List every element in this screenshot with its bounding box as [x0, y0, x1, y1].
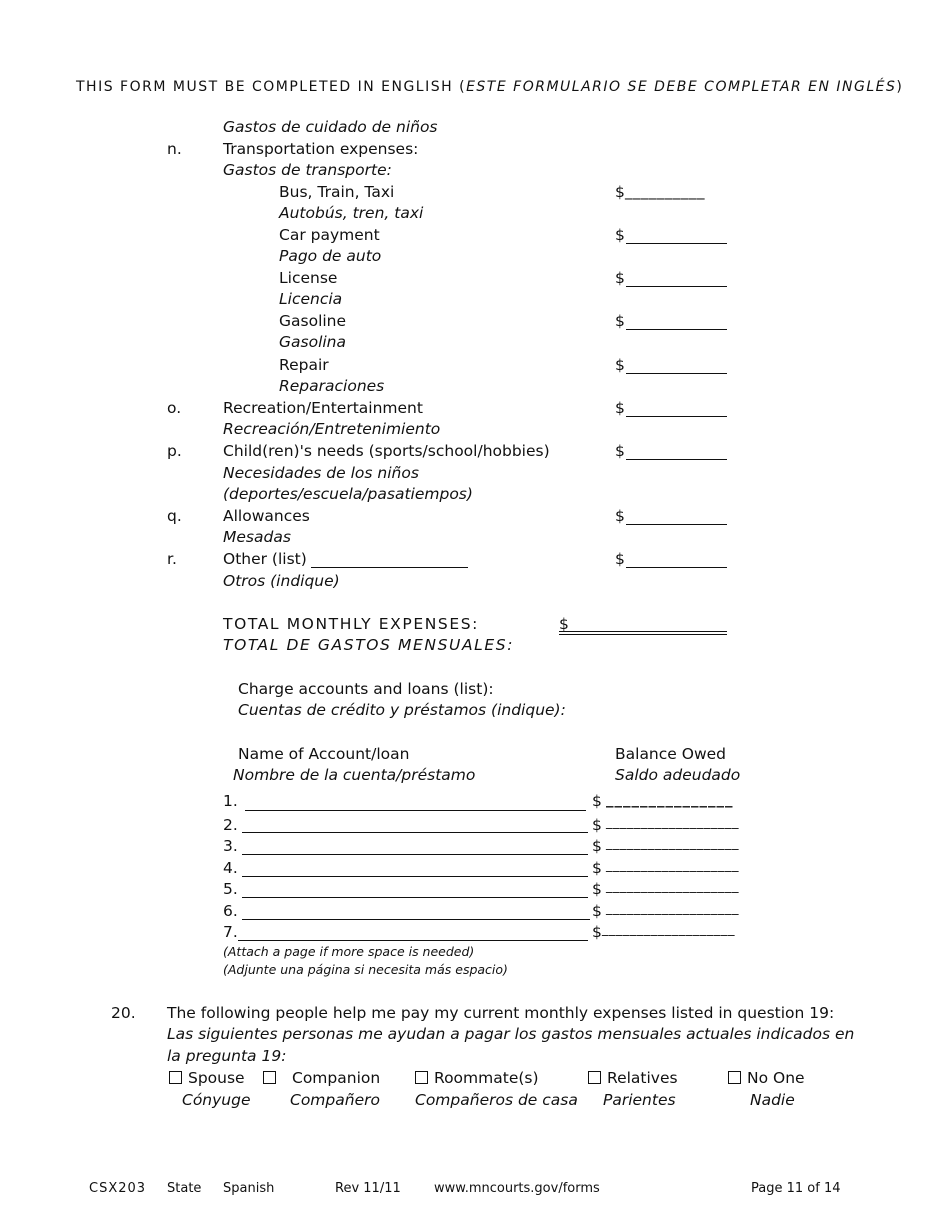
childcare-spanish: Gastos de cuidado de niños — [223, 118, 438, 136]
item-q-label-es: Mesadas — [223, 528, 291, 546]
account-name-field-3[interactable] — [242, 854, 588, 855]
option-relatives[interactable] — [588, 1068, 678, 1088]
item-r-label: Other (list) — [223, 550, 307, 568]
spouse-label: Spouse — [188, 1069, 245, 1087]
item-q-letter: q. — [167, 507, 182, 525]
roommates-label-es: Compañeros de casa — [415, 1091, 578, 1109]
car-dollar: $ — [615, 226, 625, 244]
footer-state: State — [167, 1181, 202, 1196]
attach-note-es: (Adjunte una página si necesita más espacio) — [223, 962, 508, 977]
gasoline-dollar: $ — [615, 312, 625, 330]
account-name-field-4[interactable] — [242, 876, 588, 877]
other-amount-field[interactable] — [626, 567, 727, 568]
item-o-label-es: Recreación/Entretenimiento — [223, 420, 441, 438]
relatives-label: Relatives — [607, 1069, 678, 1087]
account-name-field-2[interactable] — [242, 832, 588, 833]
row-dollar-4: $ — [592, 859, 602, 877]
row-dollar-6: $ — [592, 902, 602, 920]
total-label-es: TOTAL DE GASTOS MENSUALES: — [223, 636, 515, 654]
balance-field-3[interactable]: ___________________ — [606, 836, 739, 851]
car-label-es: Pago de auto — [279, 247, 382, 265]
col-account-header: Name of Account/loan — [238, 745, 410, 763]
total-label: TOTAL MONTHLY EXPENSES: — [223, 615, 480, 633]
item-r-letter: r. — [167, 550, 177, 568]
license-label-es: Licencia — [279, 290, 343, 308]
attach-note: (Attach a page if more space is needed) — [223, 944, 475, 959]
item-o-dollar: $ — [615, 399, 625, 417]
total-amount-field[interactable] — [559, 631, 727, 632]
row-number-4: 4. — [223, 859, 238, 877]
gasoline-amount-field[interactable] — [626, 329, 727, 330]
footer-revision: Rev 11/11 — [335, 1181, 401, 1196]
balance-field-2[interactable]: ___________________ — [606, 815, 739, 830]
row-number-6: 6. — [223, 902, 238, 920]
footer-language: Spanish — [223, 1181, 275, 1196]
repair-dollar: $ — [615, 356, 625, 374]
repair-amount-field[interactable] — [626, 373, 727, 374]
other-list-field[interactable] — [311, 567, 468, 568]
bus-amount-field[interactable]: __________ — [625, 182, 705, 200]
balance-field-7[interactable]: ___________________ — [602, 922, 735, 937]
row-dollar-5: $ — [592, 880, 602, 898]
allowances-amount-field[interactable] — [626, 524, 727, 525]
q20-text-es1: Las siguientes personas me ayudan a pagar los gastos mensuales actuales indicados en — [167, 1025, 855, 1043]
gasoline-label: Gasoline — [279, 312, 347, 330]
balance-field-5[interactable]: ___________________ — [606, 879, 739, 894]
bus-label: Bus, Train, Taxi — [279, 183, 395, 201]
charge-label: Charge accounts and loans (list): — [238, 680, 494, 698]
item-p-letter: p. — [167, 442, 182, 460]
bus-label-es: Autobús, tren, taxi — [279, 204, 424, 222]
row-number-5: 5. — [223, 880, 238, 898]
no-one-label-es: Nadie — [750, 1091, 795, 1109]
row-number-3: 3. — [223, 837, 238, 855]
roommates-checkbox[interactable] — [415, 1071, 428, 1084]
repair-label: Repair — [279, 356, 329, 374]
q20-text-es2: la pregunta 19: — [167, 1047, 287, 1065]
row-dollar-3: $ — [592, 837, 602, 855]
col-balance-header: Balance Owed — [615, 745, 726, 763]
footer-page-number: Page 11 of 14 — [751, 1181, 841, 1196]
repair-label-es: Reparaciones — [279, 377, 385, 395]
footer-url-link[interactable]: www.mncourts.gov/forms — [434, 1181, 600, 1196]
footer-form-id: CSX203 — [89, 1181, 147, 1196]
row-dollar-1: $ — [592, 792, 602, 810]
q20-text: The following people help me pay my current monthly expenses listed in question 19: — [167, 1004, 835, 1022]
option-companion[interactable] — [263, 1068, 380, 1088]
q20-number: 20. — [111, 1004, 136, 1022]
account-name-field-1[interactable] — [245, 810, 586, 811]
spouse-label-es: Cónyuge — [182, 1091, 251, 1109]
companion-label: Companion — [292, 1069, 381, 1087]
item-n-label: Transportation expenses: — [223, 140, 419, 158]
option-roommates[interactable] — [415, 1068, 539, 1088]
license-amount-field[interactable] — [626, 286, 727, 287]
row-dollar-7: $ — [592, 923, 602, 941]
relatives-checkbox[interactable] — [588, 1071, 601, 1084]
license-dollar: $ — [615, 269, 625, 287]
item-q-dollar: $ — [615, 507, 625, 525]
item-r-label-es: Otros (indique) — [223, 572, 340, 590]
childrens-needs-amount-field[interactable] — [626, 459, 727, 460]
charge-label-es: Cuentas de crédito y préstamos (indique): — [238, 701, 566, 719]
form-header — [76, 77, 903, 97]
balance-field-4[interactable]: ___________________ — [606, 858, 739, 873]
col-account-header-es: Nombre de la cuenta/préstamo — [233, 766, 476, 784]
account-name-field-5[interactable] — [242, 897, 588, 898]
car-label: Car payment — [279, 226, 380, 244]
no-one-checkbox[interactable] — [728, 1071, 741, 1084]
item-n-label-es: Gastos de transporte: — [223, 161, 392, 179]
row-number-7: 7. — [223, 923, 238, 941]
companion-checkbox[interactable] — [263, 1071, 276, 1084]
header-english: THIS FORM MUST BE COMPLETED IN ENGLISH ( — [76, 79, 467, 95]
item-o-letter: o. — [167, 399, 182, 417]
account-name-field-7[interactable] — [238, 940, 588, 941]
item-q-label: Allowances — [223, 507, 310, 525]
row-number-2: 2. — [223, 816, 238, 834]
roommates-label: Roommate(s) — [434, 1069, 539, 1087]
relatives-label-es: Parientes — [603, 1091, 676, 1109]
item-r-dollar: $ — [615, 550, 625, 568]
item-p-dollar: $ — [615, 442, 625, 460]
car-amount-field[interactable] — [626, 243, 727, 244]
spouse-checkbox[interactable] — [169, 1071, 182, 1084]
col-balance-header-es: Saldo adeudado — [615, 766, 741, 784]
option-no-one[interactable] — [728, 1068, 805, 1088]
header-spanish: ESTE FORMULARIO SE DEBE COMPLETAR EN INGLÉS — [466, 79, 897, 95]
total-dollar: $ — [559, 615, 569, 633]
gasoline-label-es: Gasolina — [279, 333, 347, 351]
row-dollar-2: $ — [592, 816, 602, 834]
license-label: License — [279, 269, 338, 287]
companion-label-es: Compañero — [290, 1091, 380, 1109]
balance-field-1[interactable]: _______________ — [606, 790, 734, 808]
item-n-letter: n. — [167, 140, 182, 158]
row-number-1: 1. — [223, 792, 238, 810]
item-p-label: Child(ren)'s needs (sports/school/hobbies) — [223, 442, 550, 460]
recreation-amount-field[interactable] — [626, 416, 727, 417]
item-p-label-es2: (deportes/escuela/pasatiempos) — [223, 485, 473, 503]
bus-dollar: $ — [615, 183, 625, 201]
header-close: ) — [896, 79, 904, 95]
no-one-label: No One — [747, 1069, 805, 1087]
option-spouse[interactable] — [169, 1068, 245, 1088]
total-double-underline — [559, 634, 727, 635]
account-name-field-6[interactable] — [242, 919, 590, 920]
balance-field-6[interactable]: ___________________ — [606, 901, 739, 916]
item-p-label-es: Necesidades de los niños — [223, 464, 419, 482]
item-o-label: Recreation/Entertainment — [223, 399, 423, 417]
